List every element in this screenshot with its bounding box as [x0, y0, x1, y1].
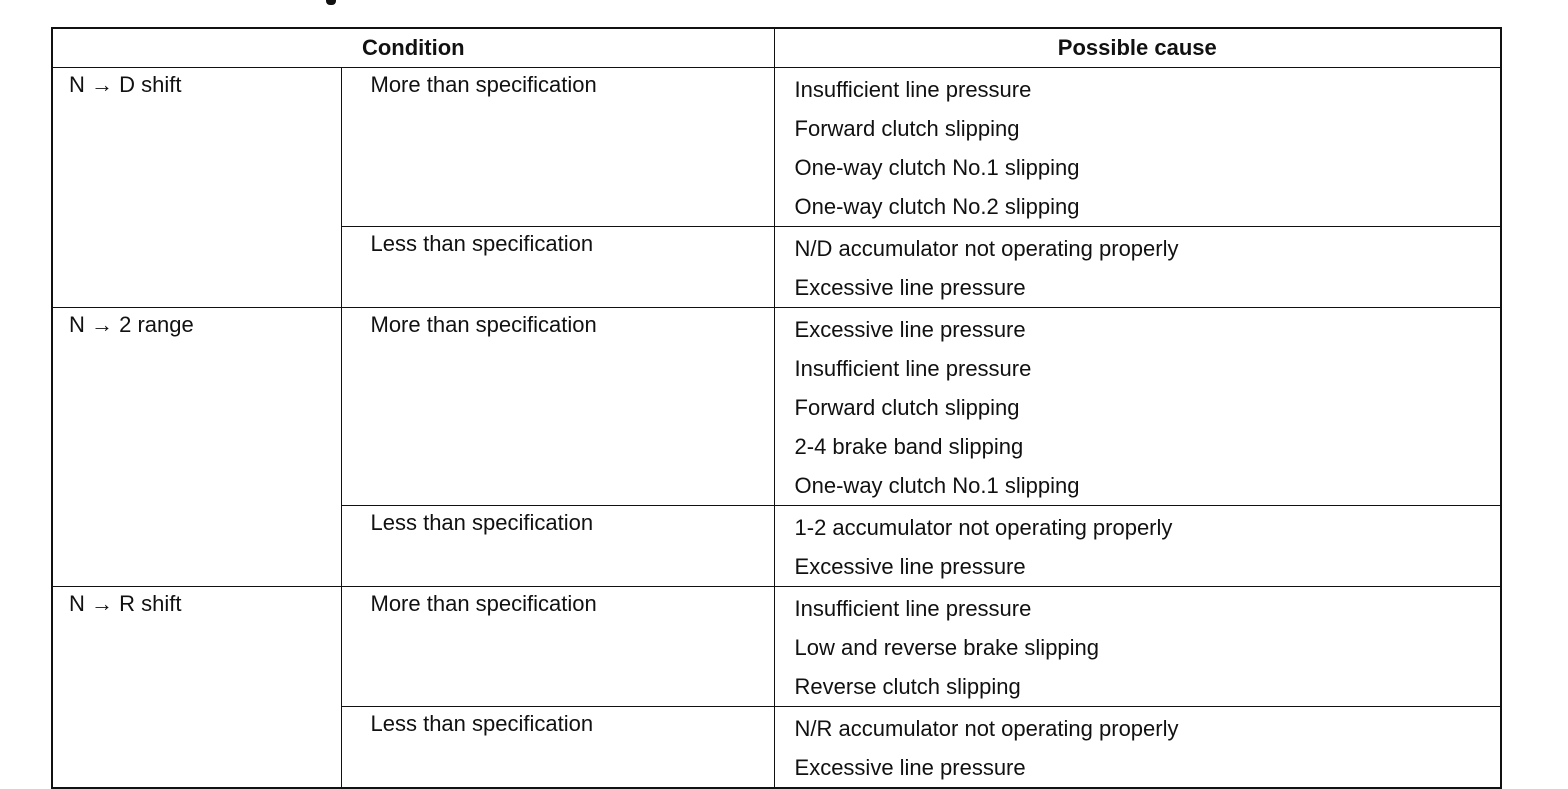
shift-label: N → R shift [69, 591, 182, 616]
shift-diagnosis-table [51, 27, 1502, 789]
condition-cell [341, 506, 774, 587]
causes-cell [774, 506, 1501, 587]
cause-item: Excessive line pressure [794, 275, 1026, 300]
table-row [52, 587, 1501, 707]
causes-cell [774, 68, 1501, 227]
cause-item: 2-4 brake band slipping [794, 434, 1024, 459]
cause-item: Excessive line pressure [794, 554, 1026, 579]
condition-label: More than specification [370, 312, 597, 337]
causes-cell [774, 227, 1501, 308]
cause-item: Low and reverse brake slipping [794, 635, 1100, 660]
causes-cell [774, 707, 1501, 789]
cause-item: N/D accumulator not operating properly [794, 236, 1179, 261]
cause-item: Insufficient line pressure [794, 356, 1032, 381]
condition-header: Condition [52, 28, 774, 68]
condition-label: Less than specification [370, 510, 594, 535]
header-row [52, 28, 1501, 68]
cause-item: Excessive line pressure [794, 755, 1026, 780]
cause-item: Forward clutch slipping [794, 395, 1020, 420]
shift-cell [52, 68, 341, 308]
table-row [52, 68, 1501, 227]
condition-cell [341, 308, 774, 506]
cause-item: One-way clutch No.1 slipping [794, 473, 1080, 498]
cause-item: Forward clutch slipping [794, 116, 1020, 141]
cause-item: 1-2 accumulator not operating properly [794, 515, 1173, 540]
condition-cell [341, 707, 774, 789]
causes-cell [774, 587, 1501, 707]
condition-cell [341, 68, 774, 227]
condition-cell [341, 587, 774, 707]
condition-label: More than specification [370, 591, 597, 616]
cropped-heading-fragment [326, 0, 336, 5]
cause-item: Excessive line pressure [794, 317, 1026, 342]
cause-item: N/R accumulator not operating properly [794, 716, 1179, 741]
condition-label: Less than specification [370, 711, 594, 736]
cause-item: Insufficient line pressure [794, 596, 1032, 621]
shift-cell [52, 308, 341, 587]
condition-label: Less than specification [370, 231, 594, 256]
shift-cell [52, 587, 341, 789]
shift-label: N → D shift [69, 72, 182, 97]
possible-cause-header: Possible cause [774, 28, 1501, 68]
shift-label: N → 2 range [69, 312, 194, 337]
table-row [52, 308, 1501, 506]
causes-cell [774, 308, 1501, 506]
cause-item: One-way clutch No.1 slipping [794, 155, 1080, 180]
cause-item: One-way clutch No.2 slipping [794, 194, 1080, 219]
condition-cell [341, 227, 774, 308]
cause-item: Insufficient line pressure [794, 77, 1032, 102]
cause-item: Reverse clutch slipping [794, 674, 1021, 699]
condition-label: More than specification [370, 72, 597, 97]
